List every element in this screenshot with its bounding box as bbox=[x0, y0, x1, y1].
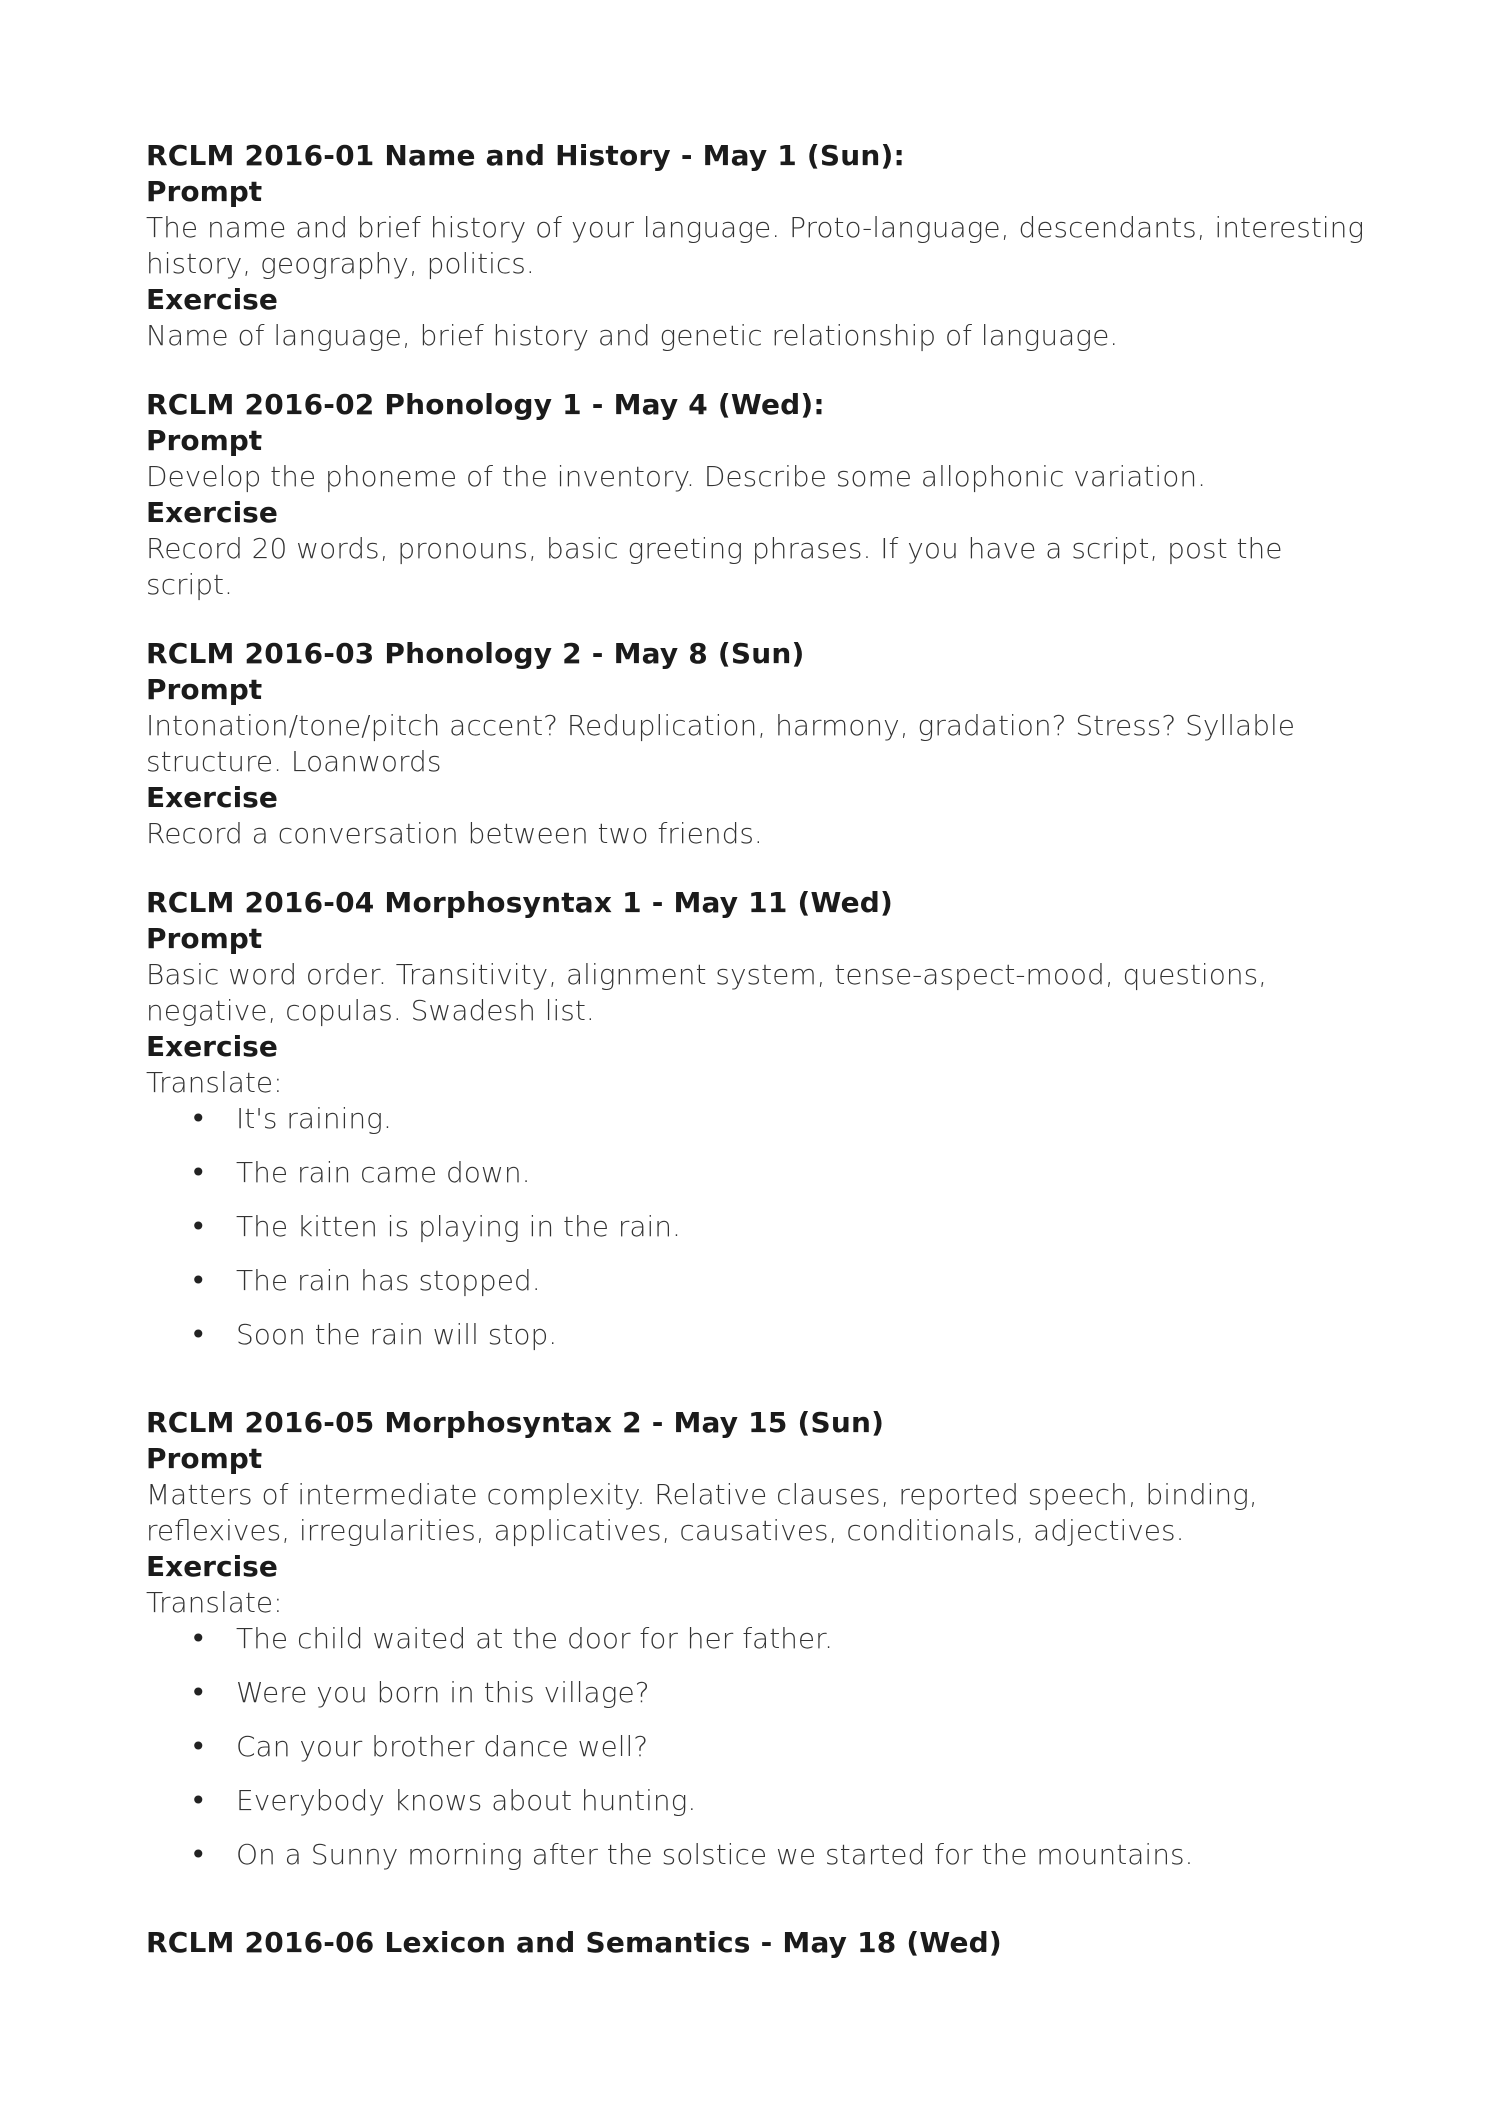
bullet-icon: • bbox=[190, 1730, 207, 1763]
list-item bbox=[190, 1209, 1366, 1245]
list-item-text: Soon the rain will stop. bbox=[236, 1318, 558, 1351]
exercise-label: Exercise bbox=[146, 496, 278, 529]
exercise-label: Exercise bbox=[146, 1550, 278, 1583]
list-item-text: It's raining. bbox=[236, 1102, 392, 1135]
bullet-icon: • bbox=[190, 1838, 207, 1871]
translate-list bbox=[146, 1621, 1366, 1873]
prompt-label: Prompt bbox=[146, 175, 263, 208]
bullet-icon: • bbox=[190, 1622, 207, 1655]
list-item bbox=[190, 1729, 1366, 1765]
bullet-icon: • bbox=[190, 1318, 207, 1351]
prompt-label: Prompt bbox=[146, 673, 263, 706]
section-05 bbox=[146, 1405, 1366, 1873]
exercise-label: Exercise bbox=[146, 283, 278, 316]
bullet-icon: • bbox=[190, 1156, 207, 1189]
exercise-label: Exercise bbox=[146, 1030, 278, 1063]
list-item-text: Can your brother dance well? bbox=[236, 1730, 649, 1763]
prompt-label: Prompt bbox=[146, 922, 263, 955]
list-item-text: On a Sunny morning after the solstice we started for the mountains. bbox=[236, 1838, 1194, 1871]
prompt-text: Intonation/tone/pitch accent? Reduplication, harmony, gradation? Stress? Syllable structure. Loanwords bbox=[146, 709, 1295, 778]
section-title: RCLM 2016-01 Name and History - May 1 (Sun): bbox=[146, 139, 905, 172]
list-item-text: Were you born in this village? bbox=[236, 1676, 650, 1709]
prompt-text: Develop the phoneme of the inventory. Describe some allophonic variation. bbox=[146, 460, 1206, 493]
list-item-text: The kitten is playing in the rain. bbox=[236, 1210, 681, 1243]
translate-list bbox=[146, 1101, 1366, 1353]
section-03 bbox=[146, 636, 1366, 852]
bullet-icon: • bbox=[190, 1102, 207, 1135]
exercise-text: Record 20 words, pronouns, basic greeting phrases. If you have a script, post the script. bbox=[146, 532, 1283, 601]
exercise-text: Name of language, brief history and genetic relationship of language. bbox=[146, 319, 1119, 352]
list-item bbox=[190, 1675, 1366, 1711]
section-title: RCLM 2016-02 Phonology 1 - May 4 (Wed): bbox=[146, 388, 825, 421]
prompt-text: The name and brief history of your language. Proto-language, descendants, interesting history, geography, politics. bbox=[146, 211, 1365, 280]
section-01 bbox=[146, 138, 1366, 354]
list-item bbox=[190, 1317, 1366, 1353]
prompt-label: Prompt bbox=[146, 1442, 263, 1475]
document-page bbox=[146, 138, 1366, 1994]
bullet-icon: • bbox=[190, 1784, 207, 1817]
section-02 bbox=[146, 387, 1366, 603]
list-item bbox=[190, 1101, 1366, 1137]
list-item-text: The rain came down. bbox=[236, 1156, 531, 1189]
exercise-text: Translate: bbox=[146, 1586, 283, 1619]
exercise-label: Exercise bbox=[146, 781, 278, 814]
list-item-text: The rain has stopped. bbox=[236, 1264, 541, 1297]
section-title: RCLM 2016-05 Morphosyntax 2 - May 15 (Sun) bbox=[146, 1406, 885, 1439]
bullet-icon: • bbox=[190, 1210, 207, 1243]
prompt-text: Basic word order. Transitivity, alignment system, tense-aspect-mood, questions, negative, copulas. Swadesh list. bbox=[146, 958, 1268, 1027]
list-item bbox=[190, 1155, 1366, 1191]
bullet-icon: • bbox=[190, 1676, 207, 1709]
list-item bbox=[190, 1783, 1366, 1819]
section-title: RCLM 2016-03 Phonology 2 - May 8 (Sun) bbox=[146, 637, 805, 670]
list-item bbox=[190, 1621, 1366, 1657]
section-title: RCLM 2016-06 Lexicon and Semantics - May 18 (Wed) bbox=[146, 1926, 1002, 1959]
list-item-text: The child waited at the door for her father. bbox=[236, 1622, 833, 1655]
prompt-text: Matters of intermediate complexity. Relative clauses, reported speech, binding, reflexives, irregularities, applicatives, causatives, conditionals, adjectives. bbox=[146, 1478, 1258, 1547]
list-item-text: Everybody knows about hunting. bbox=[236, 1784, 697, 1817]
bullet-icon: • bbox=[190, 1264, 207, 1297]
list-item bbox=[190, 1837, 1366, 1873]
list-item bbox=[190, 1263, 1366, 1299]
prompt-label: Prompt bbox=[146, 424, 263, 457]
section-06 bbox=[146, 1925, 1366, 1961]
section-04 bbox=[146, 885, 1366, 1353]
section-title: RCLM 2016-04 Morphosyntax 1 - May 11 (Wed) bbox=[146, 886, 894, 919]
exercise-text: Record a conversation between two friends. bbox=[146, 817, 763, 850]
exercise-text: Translate: bbox=[146, 1066, 283, 1099]
